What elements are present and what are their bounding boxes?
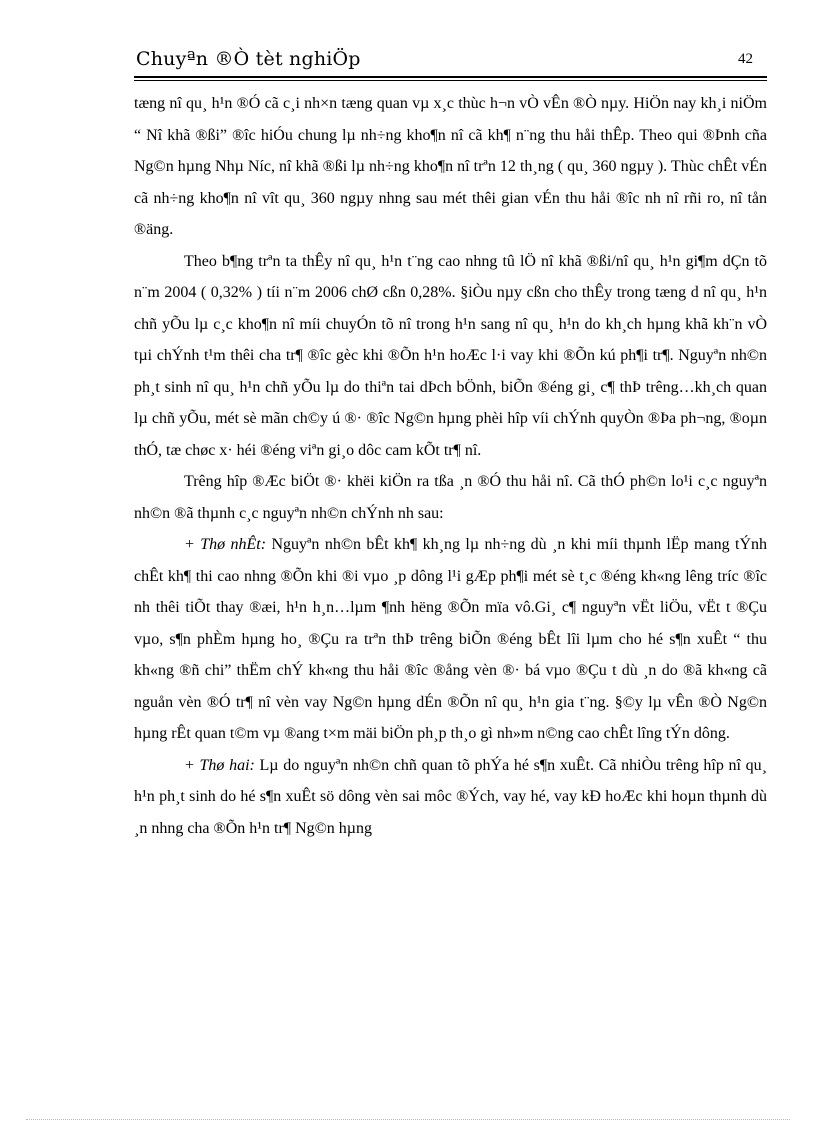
paragraph: tæng nî qu¸ h¹n ®Ó cã c¸i nh×n tæng quan vµ x¸c thùc h¬n vÒ vÊn ®Ò nµy. HiÖn nay kh¸i niÖm “ Nî khã ®ßi” ®îc hiÓu chung lµ nh÷ng kho¶n nî cã kh¶ n¨ng thu håi thÊp. Theo qui ®Þnh cña Ng©n hµng Nhµ Níc, nî khã ®ßi lµ nh÷ng kho¶n nî trªn 12 th¸ng ( qu¸ 360 ngµy ). Thùc chÊt vÉn cã nh÷ng kho¶n nî vît qu¸ 360 ngµy nhng sau mét thêi gian vÉn thu håi ®îc nh nî rñi ro, nî tån ®äng.	[134, 95, 767, 238]
paragraph-text: Theo b¶ng trªn ta thÊy nî qu¸ h¹n t¨ng cao nhng tû lÖ nî khã ®ßi/nî qu¸ h¹n gi¶m dÇn tõ n¨m 2004 ( 0,32% ) tíi n¨m 2006 chØ cßn 0,28%. §iÒu nµy cßn cho thÊy trong tæng d nî qu¸ h¹n chñ yÕu lµ c¸c kho¶n nî míi chuyÓn tõ nî trong h¹n sang nî qu¸ h¹n do kh¸ch hµng khã kh¨n vÒ tµi chÝnh t¹m thêi cha tr¶ ®îc gèc khi ®Õn h¹n hoÆc l·i vay khi ®Õn kú ph¶i tr¶.	[134, 252, 767, 364]
paragraph-text: Lµ do nguyªn nh©n chñ quan tõ phÝa hé s¶n xuÊt. Cã nhiÒu trêng hîp nî qu¸ h¹n ph¸t sinh do hé s¶n xuÊt sö dông vèn sai môc ®Ých, vay hé, vay kÐ hoÆc khi hoµn thµnh dù ¸n nhng cha ®Õn h¹n tr¶ Ng©n hµng	[134, 756, 768, 837]
paragraph-text: Nguyªn nh©n bÊt kh¶ kh¸ng lµ nh÷ng dù ¸n khi míi thµnh lËp mang tÝnh chÊt kh¶ thi cao nhng ®Õn khi ®i vµo ¸p dông l¹i gÆp ph¶i mét sè t¸c ®éng kh«ng lêng tríc ®îc nh thêi tiÕt thay ®æi, h¹n h¸n…lµm ¶nh hëng ®Õn mïa vô.Gi¸ c¶ nguyªn vËt liÖu, vËt t ®Çu vµo, s¶n phÈm hµng ho¸ ®Çu ra trªn thÞ trêng biÕn ®éng bÊt lîi lµm cho hé s¶n xuÊt “ thu kh«ng ®ñ chi” thËm chÝ kh«ng thu håi ®îc ®ång vèn ®· bá vµo ®Çu t dù ¸n do ®ã kh«ng cã nguån vèn ®Ó tr¶ nî vèn vay Ng©n hµng dÉn ®Õn nî qu¸ h¹n gia t¨ng. §©y lµ vÊn ®Ò Ng©n hµng rÊt quan t©m vµ ®ang t×m mäi biÖn ph¸p th¸o gì nh»m n©ng cao chÊt lîng tÝn dông.	[134, 536, 768, 742]
point-label: + Thø hai:	[184, 756, 255, 774]
header-title: Chuyªn ®Ò tèt nghiÖp	[136, 48, 361, 70]
header-rule-thin	[134, 80, 767, 81]
page-bottom-divider	[26, 1119, 790, 1120]
paragraph	[134, 246, 767, 467]
header-rule-thick	[134, 76, 767, 78]
paragraph: Trêng hîp ®Æc biÖt ®· khëi kiÖn ra tßa ¸n ®Ó thu håi nî. Cã thÓ ph©n lo¹i c¸c nguyªn nh©n ®ã thµnh c¸c nguyªn nh©n chÝnh nh sau:	[134, 473, 767, 522]
body-text	[134, 88, 767, 844]
paragraph-text: Nguyªn nh©n ph¸t sinh nî qu¸ h¹n chñ yÕu lµ do thiªn tai dÞch bÖnh, biÕn ®éng gi¸ c¶ thÞ trêng…kh¸ch quan lµ chñ yÕu, mét sè mãn ch©y ú ®· ®îc Ng©n hµng phèi hîp víi chÝnh quyÒn ®Þa ph¬ng, ®oµn thÓ, tæ chøc x· héi ®éng viªn gi¸o dôc cam kÕt tr¶ nî.	[134, 347, 767, 459]
point-label: + Thø nhÊt:	[184, 536, 267, 553]
paragraph	[134, 750, 767, 845]
paragraph	[134, 529, 767, 750]
page-number: 42	[738, 51, 753, 67]
